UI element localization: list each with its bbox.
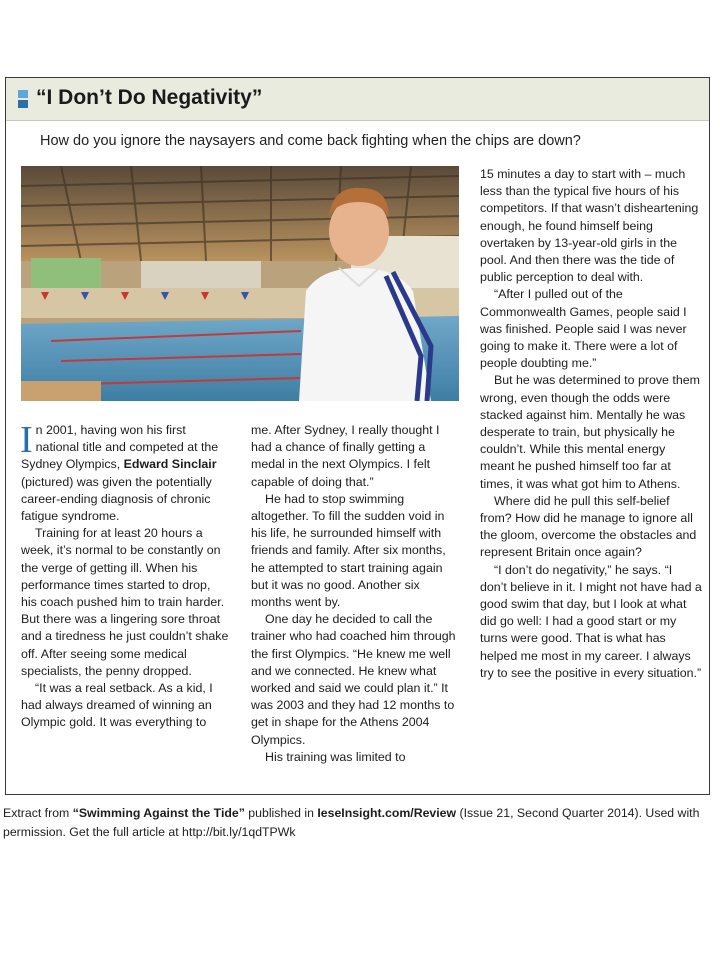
paragraph: “It was a real setback. As a kid, I had always dreamed of winning an Olympic gold. It was everything to [21, 681, 213, 730]
credit-text: published in [244, 806, 318, 820]
publication-name: IeseInsight.com/Review [317, 806, 457, 820]
drop-cap: I [20, 419, 33, 461]
article-column-2 [251, 422, 459, 766]
paragraph: Training for at least 20 hours a week, it’s normal to be constantly on the verge of getting ill. When his performance times started to drop, his coach pushed him to train harder. But there was a lingering sore throat and a tiredness he just couldn’t shake off. After seeing some medical specialists, the penny dropped. [21, 526, 229, 678]
paragraph: Where did he pull this self-belief from? How did he manage to ignore all the gloom, overcome the obstacles and represent Britain once again? [480, 493, 697, 560]
paragraph: “After I pulled out of the Commonwealth Games, people said I was finished. People said I was never going to make it. There were a lot of people doubting me.” [480, 287, 687, 371]
paragraph: “I don’t do negativity,” he says. “I don’t believe in it. I might not have had a good swim that day, but I look at what did go well: I had a good start or my turns were good. That is what has helped me most in my career. I always try to see the positive in every situation.” [480, 562, 702, 680]
paragraph: He had to stop swimming altogether. To fill the sudden void in his life, he surrounded himself with friends and family. After six months, he attempted to start training again but it was no good. Another six months went by. [251, 491, 446, 610]
paragraph: One day he decided to call the trainer who had coached him through the first Olympics. “He knew me well and we connected. He knew what worked and said we could plan it.” It was 2003 and they had 12 months to get in shape for the Athens 2004 Olympics. [251, 612, 456, 747]
paragraph: me. After Sydney, I really thought I had a chance of finally getting a medal in the next Olympics. I felt capable of doing that.” [251, 423, 440, 489]
article-title: “I Don’t Do Negativity” [36, 86, 263, 109]
article-column-3 [480, 166, 702, 682]
swimmer-photo [21, 166, 459, 401]
credit-text: (Issue 21, Second Quarter 2014). Used with permission. Get the full article at http://bit.ly/1qdTPWk [3, 806, 700, 839]
title-marker-icon [18, 90, 28, 108]
paragraph-text: n 2001, having won his first national title and competed at the Sydney Olympics, [21, 423, 219, 472]
article-subtitle: How do you ignore the naysayers and come back fighting when the chips are down? [40, 133, 581, 149]
paragraph: 15 minutes a day to start with – much less than the typical five hours of his competitors. If that wasn’t disheartening enough, he found himself being overtaken by 13-year-old girls in the pool. And then there was the tide of public perception to deal with. [480, 167, 699, 285]
source-title: “Swimming Against the Tide” [72, 806, 245, 820]
person-name: Edward Sinclair [123, 457, 217, 472]
article-header [6, 78, 709, 121]
paragraph-text: (pictured) was given the potentially career-ending diagnosis of chronic fatigue syndrome. [21, 474, 212, 524]
paragraph: His training was limited to [265, 749, 406, 764]
source-credit [3, 804, 717, 842]
credit-text: Extract from [3, 806, 73, 820]
paragraph [20, 419, 229, 525]
article-column-1 [20, 419, 229, 732]
article-box [5, 77, 710, 795]
paragraph: But he was determined to prove them wrong, even though the odds were stacked against him. Mentally he was desperate to train, but physically he couldn’t. While this mental energy meant he pushed himself too far at times, it was what got him to Athens. [480, 373, 700, 491]
